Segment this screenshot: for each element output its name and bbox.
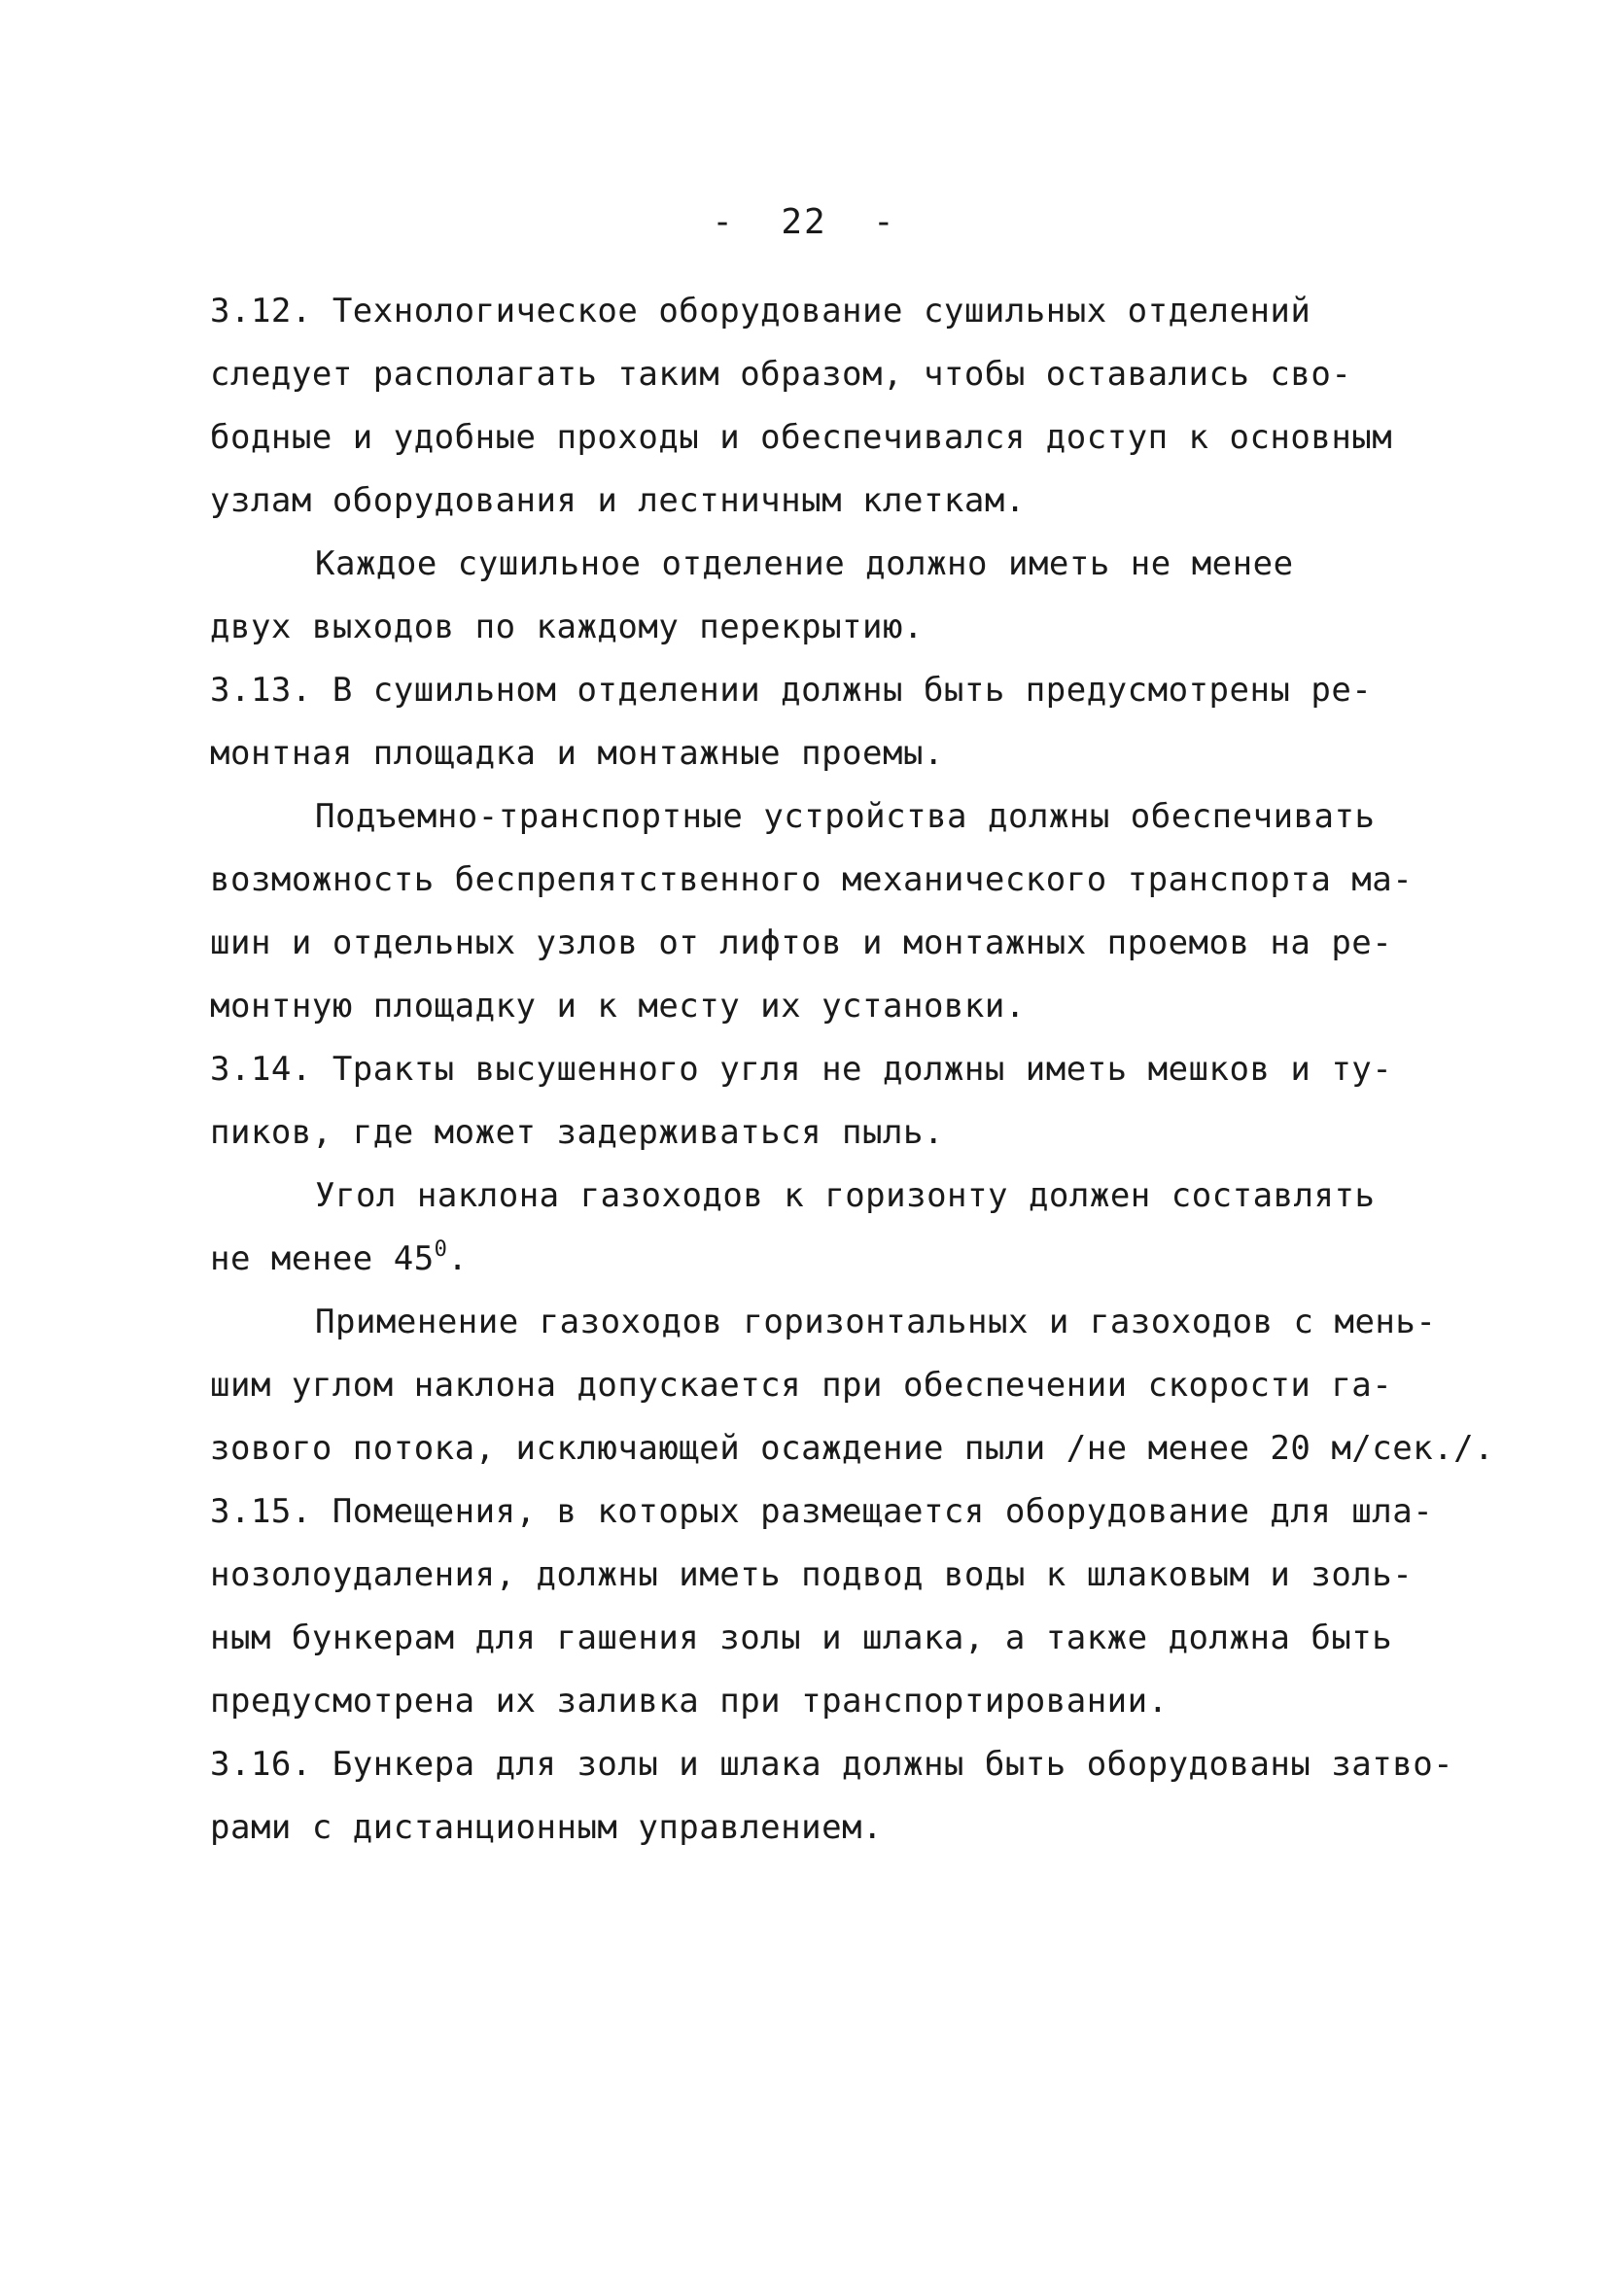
- text-line: рами с дистанционным управлением.: [210, 1808, 884, 1847]
- text-line: зового потока, исключающей осаждение пыли /не менее 20 м/сек./.: [210, 1429, 1495, 1468]
- text-line: монтную площадку и к месту их установки.: [210, 987, 1026, 1026]
- text-line: шим углом наклона допускается при обеспечении скорости га-: [210, 1366, 1393, 1405]
- text-line: 3.16. Бункера для золы и шлака должны быть оборудованы затво-: [210, 1745, 1454, 1784]
- text-line: возможность беспрепятственного механического транспорта ма-: [210, 860, 1414, 899]
- text-line: нозолоудаления, должны иметь подвод воды к шлаковым и золь-: [210, 1555, 1414, 1594]
- page-number: - 22 -: [712, 202, 896, 242]
- text-line: [210, 1239, 468, 1278]
- text-line: предусмотрена их заливка при транспортировании.: [210, 1682, 1169, 1721]
- text-line: Применение газоходов горизонтальных и газоходов с мень-: [315, 1303, 1437, 1341]
- text-line: шин и отдельных узлов от лифтов и монтажных проемов на ре-: [210, 923, 1393, 962]
- text-line: Угол наклона газоходов к горизонту должен составлять: [315, 1176, 1376, 1215]
- text-line: двух выходов по каждому перекрытию.: [210, 608, 924, 646]
- text-line: ным бункерам для гашения золы и шлака, а также должна быть: [210, 1618, 1393, 1657]
- text-line: Каждое сушильное отделение должно иметь не менее: [315, 544, 1294, 583]
- text-line: узлам оборудования и лестничным клеткам.: [210, 481, 1026, 520]
- text-line: 3.13. В сушильном отделении должны быть предусмотрены ре-: [210, 671, 1373, 710]
- text-line: следует располагать таким образом, чтобы оставались сво-: [210, 355, 1352, 394]
- text-line: 3.15. Помещения, в которых размещается оборудование для шла-: [210, 1492, 1434, 1531]
- text-line: монтная площадка и монтажные проемы.: [210, 734, 944, 773]
- text-line-tail: .: [447, 1239, 469, 1278]
- text-line: пиков, где может задерживаться пыль.: [210, 1113, 944, 1152]
- superscript-degree: 0: [434, 1237, 448, 1262]
- text-line: 3.14. Тракты высушенного угля не должны иметь мешков и ту-: [210, 1050, 1393, 1089]
- text-line-main: не менее 45: [210, 1239, 435, 1278]
- text-line: бодные и удобные проходы и обеспечивался доступ к основным: [210, 418, 1393, 457]
- text-line: Подъемно-транспортные устройства должны обеспечивать: [315, 797, 1376, 836]
- text-line: 3.12. Технологическое оборудование сушильных отделений: [210, 292, 1311, 330]
